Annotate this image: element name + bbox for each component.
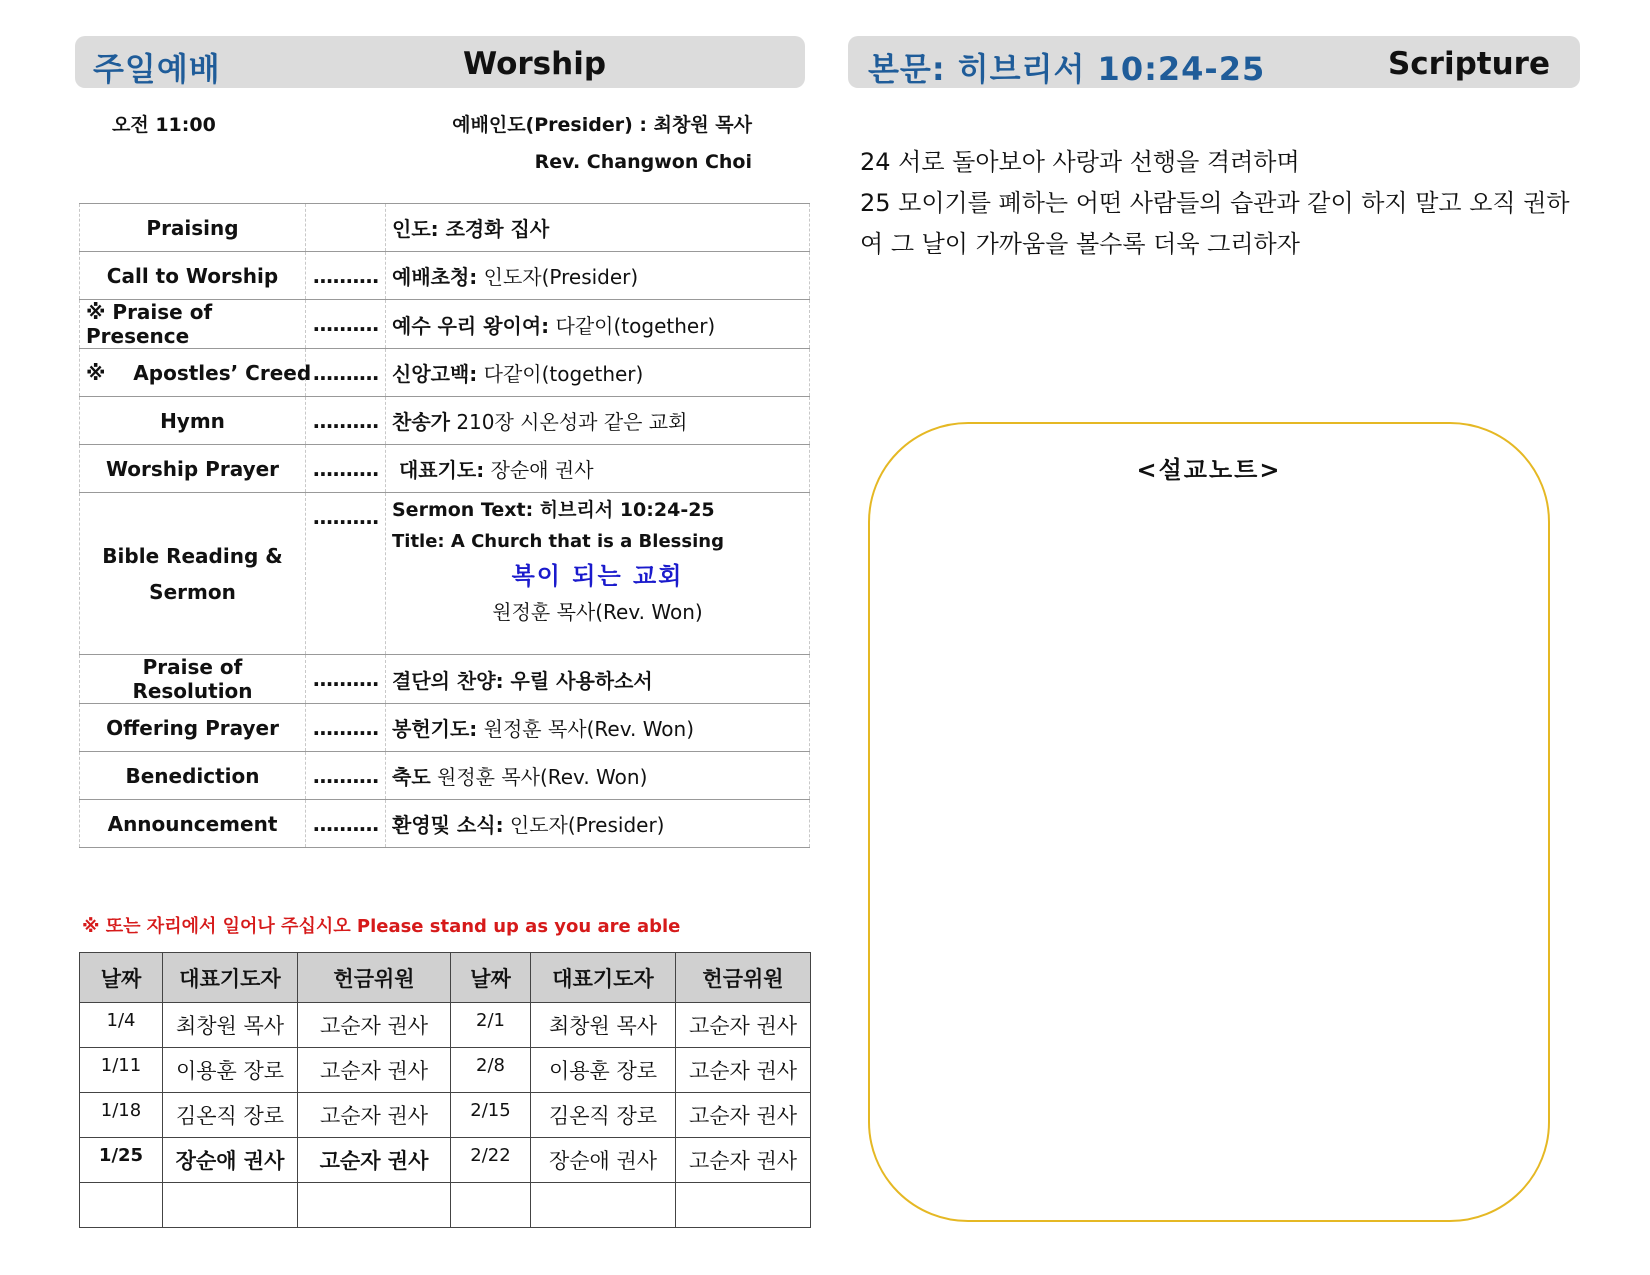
roster-cell: 고순자 권사 <box>676 1048 811 1093</box>
order-item-ko-label: 찬송가 <box>392 410 450 434</box>
roster-cell: 1/11 <box>80 1048 163 1093</box>
roster-cell: 고순자 권사 <box>676 1003 811 1048</box>
roster-cell <box>298 1183 451 1228</box>
sermon-title-ko: 복이 되는 교회 <box>511 562 684 590</box>
roster-cell: 김온직 장로 <box>531 1093 676 1138</box>
roster-cell: 고순자 권사 <box>298 1003 451 1048</box>
roster-cell: 2/8 <box>451 1048 531 1093</box>
scripture-title-en: Scripture <box>1387 46 1550 82</box>
roster-header: 헌금위원 <box>298 953 451 1003</box>
order-item-ko <box>386 397 810 445</box>
roster-row <box>80 1048 811 1093</box>
order-item-en: ※ Praise of Presence <box>80 300 306 349</box>
order-item-en: Praise of Resolution <box>80 655 306 704</box>
order-dots: .......... <box>306 300 386 349</box>
order-row <box>80 704 810 752</box>
roster-header: 헌금위원 <box>676 953 811 1003</box>
order-dots: .......... <box>306 397 386 445</box>
roster-header: 대표기도자 <box>531 953 676 1003</box>
roster-header: 대표기도자 <box>163 953 298 1003</box>
order-row <box>80 800 810 848</box>
roster-row <box>80 1003 811 1048</box>
scripture-title-ko: 본문: 히브리서 10:24-25 <box>868 50 1266 88</box>
roster-cell: 최창원 목사 <box>531 1003 676 1048</box>
order-item-ko <box>386 704 810 752</box>
order-dots <box>306 204 386 252</box>
roster-cell: 최창원 목사 <box>163 1003 298 1048</box>
order-item-ko-label: 예배초청: <box>392 265 478 289</box>
worship-header <box>75 36 805 88</box>
order-item-en: Announcement <box>80 800 306 848</box>
order-dots: .......... <box>306 704 386 752</box>
order-item-en: Worship Prayer <box>80 445 306 493</box>
order-item-ko-label: 봉헌기도: <box>392 717 478 741</box>
order-row <box>80 252 810 300</box>
order-item-ko-detail: 210장 시온성과 같은 교회 <box>449 410 688 434</box>
roster-header: 날짜 <box>451 953 531 1003</box>
sermon-title-en: Title: A Church that is a Blessing <box>392 531 724 552</box>
order-item-ko-label: 대표기도: <box>392 458 485 482</box>
roster-cell: 고순자 권사 <box>298 1048 451 1093</box>
order-item-en: Offering Prayer <box>80 704 306 752</box>
roster-cell <box>531 1183 676 1228</box>
sermon-preacher: 원정훈 목사(Rev. Won) <box>492 600 703 624</box>
roster-cell: 고순자 권사 <box>298 1138 451 1183</box>
sermon-notes-title: <설교노트> <box>1136 456 1282 484</box>
sermon-item-en: Bible Reading & Sermon <box>80 493 306 655</box>
order-item-ko <box>386 752 810 800</box>
order-dots: .......... <box>306 752 386 800</box>
order-item-ko-detail: 인도자(Presider) <box>477 265 639 289</box>
order-item-ko-detail: 다같이(together) <box>477 362 644 386</box>
roster-cell: 2/22 <box>451 1138 531 1183</box>
order-dots: .......... <box>306 493 386 655</box>
roster-cell: 장순애 권사 <box>163 1138 298 1183</box>
order-of-worship-table <box>79 203 810 848</box>
roster-row <box>80 1138 811 1183</box>
roster-header-row <box>80 953 811 1003</box>
order-item-en: Benediction <box>80 752 306 800</box>
order-dots: .......... <box>306 800 386 848</box>
order-row-sermon <box>80 493 810 655</box>
order-dots: .......... <box>306 445 386 493</box>
order-dots: .......... <box>306 349 386 397</box>
sermon-text: Sermon Text: 히브리서 10:24-25 <box>392 499 715 521</box>
roster-cell: 김온직 장로 <box>163 1093 298 1138</box>
order-item-ko-detail: 원정훈 목사(Rev. Won) <box>430 765 648 789</box>
roster-cell: 1/25 <box>80 1138 163 1183</box>
order-item-ko-detail: 인도자(Presider) <box>503 813 665 837</box>
order-item-en: ※ Apostles’ Creed <box>80 349 306 397</box>
order-dots: .......... <box>306 252 386 300</box>
order-row <box>80 445 810 493</box>
presider-ko: 예배인도(Presider) : 최창원 목사 <box>452 114 752 136</box>
presider-en: Rev. Changwon Choi <box>534 151 752 173</box>
order-row <box>80 397 810 445</box>
order-item-ko <box>386 349 810 397</box>
roster-cell: 1/18 <box>80 1093 163 1138</box>
order-row <box>80 752 810 800</box>
roster-cell: 고순자 권사 <box>676 1138 811 1183</box>
order-item-en: Hymn <box>80 397 306 445</box>
verse-25: 25 모이기를 폐하는 어떤 사람들의 습관과 같이 하지 말고 오직 권하여 그 날이 가까움을 볼수록 더욱 그리하자 <box>860 189 1570 258</box>
prayer-offering-roster <box>79 952 811 1228</box>
order-item-ko-label: 환영및 소식: <box>392 813 504 837</box>
roster-header: 날짜 <box>80 953 163 1003</box>
verse-24: 24 서로 돌아보아 사랑과 선행을 격려하며 <box>860 148 1300 176</box>
roster-cell: 2/15 <box>451 1093 531 1138</box>
order-item-ko-label: 축도 <box>392 765 431 789</box>
service-time: 오전 11:00 <box>112 114 216 136</box>
order-item-ko <box>386 252 810 300</box>
order-item-ko-label: 예수 우리 왕이여: <box>392 313 550 338</box>
roster-cell: 1/4 <box>80 1003 163 1048</box>
roster-row <box>80 1183 811 1228</box>
roster-cell: 고순자 권사 <box>298 1093 451 1138</box>
order-item-ko-label: 인도: 조경화 집사 <box>392 217 550 241</box>
scripture-verses <box>860 142 1580 265</box>
roster-cell: 장순애 권사 <box>531 1138 676 1183</box>
worship-title-en: Worship <box>463 46 607 82</box>
worship-title-ko: 주일예배 <box>93 50 221 88</box>
sermon-notes-box <box>868 422 1550 1222</box>
roster-cell: 2/1 <box>451 1003 531 1048</box>
order-item-en: Praising <box>80 204 306 252</box>
roster-cell <box>451 1183 531 1228</box>
order-item-ko-label: 결단의 찬양: 우릴 사용하소서 <box>392 668 653 693</box>
order-item-ko-detail: 장순애 권사 <box>484 458 594 482</box>
order-item-en: Call to Worship <box>80 252 306 300</box>
scripture-header <box>848 36 1580 88</box>
roster-cell: 고순자 권사 <box>676 1093 811 1138</box>
roster-cell <box>676 1183 811 1228</box>
roster-cell: 이용훈 장로 <box>163 1048 298 1093</box>
order-row <box>80 349 810 397</box>
order-item-ko <box>386 655 810 704</box>
order-item-ko-label: 신앙고백: <box>392 362 478 386</box>
roster-row <box>80 1093 811 1138</box>
roster-cell: 이용훈 장로 <box>531 1048 676 1093</box>
order-item-ko <box>386 204 810 252</box>
order-item-ko-detail: 원정훈 목사(Rev. Won) <box>477 717 695 741</box>
stand-note: ※ 또는 자리에서 일어나 주십시오 Please stand up as you are able <box>82 916 681 937</box>
order-row <box>80 655 810 704</box>
order-item-ko <box>386 445 810 493</box>
order-item-ko-detail: 다같이(together) <box>549 313 716 338</box>
roster-cell <box>80 1183 163 1228</box>
order-row <box>80 300 810 349</box>
sermon-details <box>386 493 810 655</box>
order-dots: .......... <box>306 655 386 704</box>
order-row <box>80 204 810 252</box>
roster-cell <box>163 1183 298 1228</box>
order-item-ko <box>386 800 810 848</box>
order-item-ko <box>386 300 810 349</box>
